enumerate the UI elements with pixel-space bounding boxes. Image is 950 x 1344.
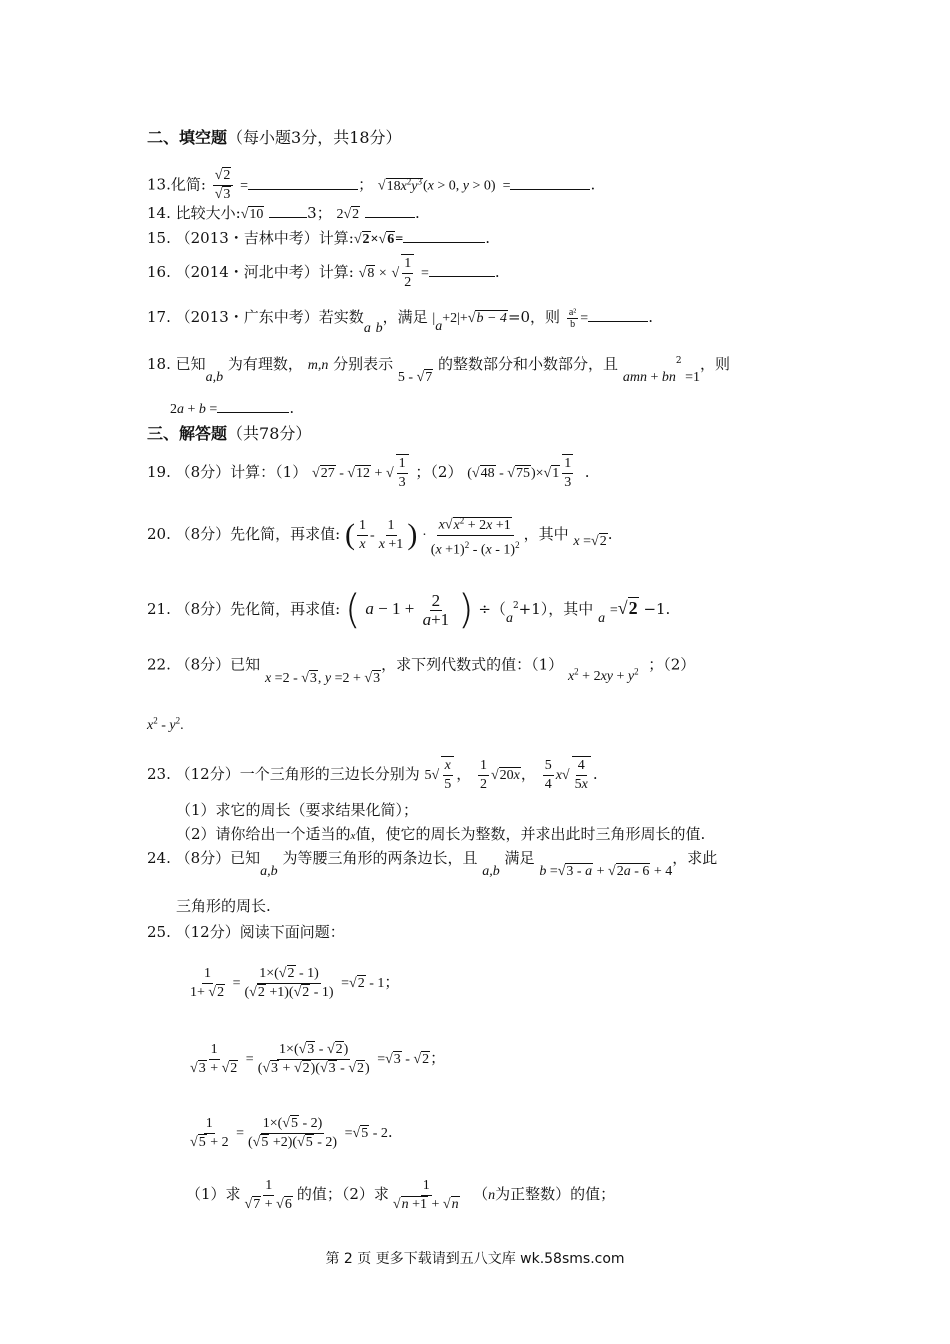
question-16: 16. （2014・河北中考）计算: √8 × √ $\frac{1}{2}$ = . xyxy=(147,256,500,290)
question-18: 18. 已知a,b 为有理数， m,n 分别表示 5 - √7 的整数部分和小数部分，且 amn + $bn^2 =1$，则 xyxy=(147,355,731,385)
question-23-sub1: （1）求它的周长（要求结果化简）； xyxy=(176,801,419,819)
question-17: 17. （2013・广东中考）若实数a b，满足 |a+2|+√b − 4=0，则 $\frac{\text{a²}}{b}$ = . xyxy=(147,306,653,336)
q25-example-2: $\frac{1}{√3 + √2}$ = $\frac{1\times(√3 - √2)}{(√3 + √2)(√3 - √2)}$ =√3 - √2； xyxy=(190,1041,446,1076)
question-14: 14. 比较大小:√10 3； 2√2 . xyxy=(147,204,420,222)
section-title-solve: 三、解答题（共78分） xyxy=(147,424,312,443)
answer-blank[interactable] xyxy=(248,175,358,190)
answer-blank[interactable] xyxy=(365,203,415,218)
answer-blank[interactable] xyxy=(403,228,485,243)
q25-example-3: $\frac{1}{√5 + 2}$ = $\frac{1\times(√5 - 2)}{(√5 +2)(√5 - 2)}$ =√5 - 2. xyxy=(190,1115,393,1150)
question-19: 19. （8分）计算：（1） √27 - √12 + √ $\frac{1}{3}$ ；（2） (√48 - √75)×√1 $\frac{1}{3}$ . xyxy=(147,456,590,490)
question-22-line2: $x^2 - y^2$. xyxy=(147,715,184,733)
question-15: 15. （2013・吉林中考）计算:√2×√6= . xyxy=(147,229,490,247)
question-25: 25. （12分）阅读下面问题： xyxy=(147,923,345,941)
question-23-sub2: （2）请你给出一个适当的x值，使它的周长为整数，并求出此时三角形周长的值. xyxy=(176,825,706,843)
answer-blank[interactable] xyxy=(588,307,648,322)
question-24: 24. （8分）已知a,b 为等腰三角形的两条边长，且 a,b 满足 b =√3 - a + √2a - 6 + 4，求此 xyxy=(147,849,718,879)
question-13: 13.化简: $\frac{√2}{√3}$ = ； $√18x^2y^3(x > 0$, y > 0) = . xyxy=(147,168,596,203)
q25-example-1: $\frac{1}{1+ √2}$ = $\frac{1\times(√2 - 1)}{(√2 +1)(√2 - 1)}$ =√2 - 1； xyxy=(190,965,400,1000)
question-18-line2: 2a + b = . xyxy=(170,399,295,417)
page-footer: 第 2 页 更多下载请到五八文库 wk.58sms.com xyxy=(325,1251,625,1267)
answer-blank[interactable] xyxy=(429,262,495,277)
q25-sub1: （1）求 $\frac{1}{√7 + √6}$ 的值；（2）求 $\frac{1}{√n +1 + √n}$ （n为正整数）的值； xyxy=(186,1177,616,1212)
question-24-line2: 三角形的周长. xyxy=(176,897,271,915)
answer-blank[interactable] xyxy=(217,398,289,413)
answer-blank[interactable] xyxy=(510,175,590,190)
question-22: 22. （8分）已知 x =2 - √3, y =2 + √3，求下列代数式的值：（1） $x^2 + 2xy + y^2$ ；（2） xyxy=(147,655,696,686)
section-title-fill-blank: 二、填空题（每小题3分，共18分） xyxy=(147,128,402,147)
question-21: 21. （8分）先化简，再求值: ( a − 1 + $\frac{2}{a+1}$ ) $\div(a^2+1)$，其中 a =√2 −1. xyxy=(147,587,671,633)
question-23: 23. （12分）一个三角形的三边长分别为 5√ $\frac{x}{5}$ ， $\frac{1}{2}$ √20x， $\frac{5}{4}$ x√ $\frac{4}{5x}$ . xyxy=(147,757,598,792)
question-20: 20. （8分）先化简，再求值: ( $\frac{1}{x}$ - $\frac{1}{x +1}$ ) · $\frac{x√x^2 + 2x +1}{(x +1)^2 - (x - 1)^2}$ ，其中 x =√2. xyxy=(147,510,612,558)
answer-blank[interactable] xyxy=(269,203,307,218)
